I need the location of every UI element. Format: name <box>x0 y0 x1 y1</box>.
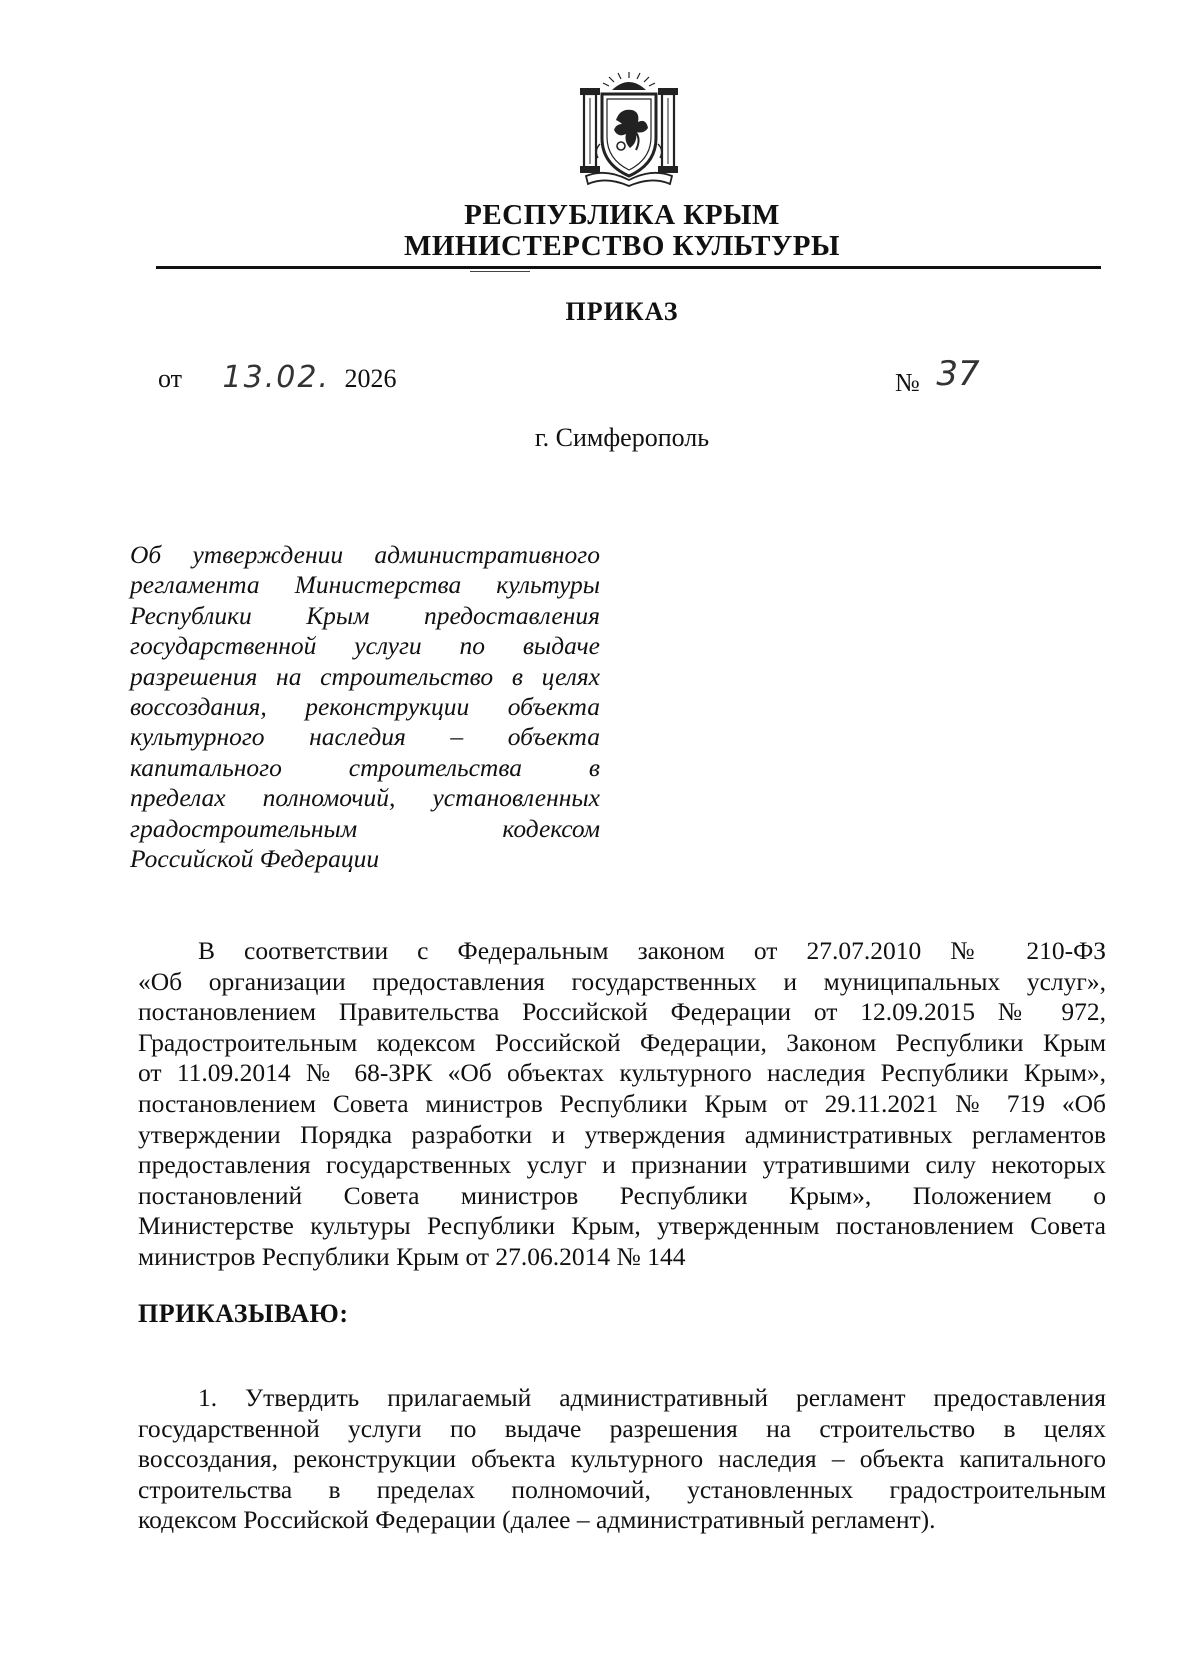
ministry-name: МИНИСТЕРСТВО КУЛЬТУРЫ <box>404 230 840 262</box>
order-city: г. Симферополь <box>534 423 710 452</box>
item-line: кодексом Российской Федерации (далее – административный регламент). <box>138 1505 936 1535</box>
date-prefix: от <box>158 364 183 393</box>
preamble-line: утверждении Порядка разработки и утверждения административных регламентов <box>138 1119 1106 1149</box>
subject-line: капитального строительства в <box>130 752 600 782</box>
preamble-line: В соответствии с Федеральным законом от 27.07.2010 № 210-ФЗ <box>198 936 1106 965</box>
crimea-coat-of-arms-icon <box>576 72 682 188</box>
handwritten-date: 13.02. <box>222 360 330 395</box>
item-line: 1. Утвердить прилагаемый административный регламент предоставления <box>198 1383 1106 1412</box>
preamble-line: предоставления государственных услуг и признании утратившими силу некоторых <box>138 1150 1106 1180</box>
order-number <box>895 354 980 400</box>
subject-line: Об утверждении административного <box>130 540 600 569</box>
subject-line: культурного наследия – объекта <box>130 722 600 752</box>
preamble-line: «Об организации предоставления государственных и муниципальных услуг», <box>138 966 1106 996</box>
subject-line: государственной услуги по выдаче <box>130 631 600 661</box>
header-divider-accent <box>470 271 530 272</box>
subject-line: воссоздания, реконструкции объекта <box>130 692 600 722</box>
preamble-paragraph <box>138 936 1106 1273</box>
subject-line: Российской Федерации <box>130 844 380 874</box>
subject-line: Республики Крым предоставления <box>130 600 600 630</box>
command-heading: ПРИКАЗЫВАЮ: <box>138 1299 349 1328</box>
order-date <box>158 360 396 395</box>
number-prefix: № <box>895 368 920 397</box>
preamble-line: от 11.09.2014 № 68-ЗРК «Об объектах культурного наследия Республики Крым», <box>138 1058 1106 1088</box>
preamble-line: постановлением Правительства Российской Федерации от 12.09.2015 № 972, <box>138 997 1106 1027</box>
order-item-1 <box>138 1383 1106 1536</box>
subject-line: градостроительным кодексом <box>130 813 600 843</box>
subject-line: пределах полномочий, установленных <box>130 783 600 813</box>
preamble-line: Министерстве культуры Республики Крым, утвержденным постановлением Совета <box>138 1211 1106 1241</box>
date-year: 2026 <box>344 364 397 393</box>
order-subject <box>130 540 600 874</box>
preamble-line: Градостроительным кодексом Российской Федерации, Законом Республики Крым <box>138 1027 1106 1057</box>
preamble-line: постановлений Совета министров Республики Крым», Положением о <box>138 1180 1106 1210</box>
header-divider <box>156 266 1101 269</box>
preamble-line: министров Республики Крым от 27.06.2014 № 144 <box>138 1241 686 1271</box>
item-line: государственной услуги по выдаче разрешения на строительство в целях <box>138 1413 1106 1443</box>
handwritten-number: 37 <box>936 354 980 394</box>
item-line: строительства в пределах полномочий, установленных градостроительным <box>138 1474 1106 1504</box>
subject-line: разрешения на строительство в целях <box>130 661 600 691</box>
republic-name: РЕСПУБЛИКА КРЫМ <box>464 199 780 231</box>
subject-line: регламента Министерства культуры <box>130 570 600 600</box>
order-title: ПРИКАЗ <box>565 297 679 326</box>
preamble-line: постановлением Совета министров Республики Крым от 29.11.2021 № 719 «Об <box>138 1088 1106 1118</box>
item-line: воссоздания, реконструкции объекта культурного наследия – объекта капитального <box>138 1444 1106 1474</box>
